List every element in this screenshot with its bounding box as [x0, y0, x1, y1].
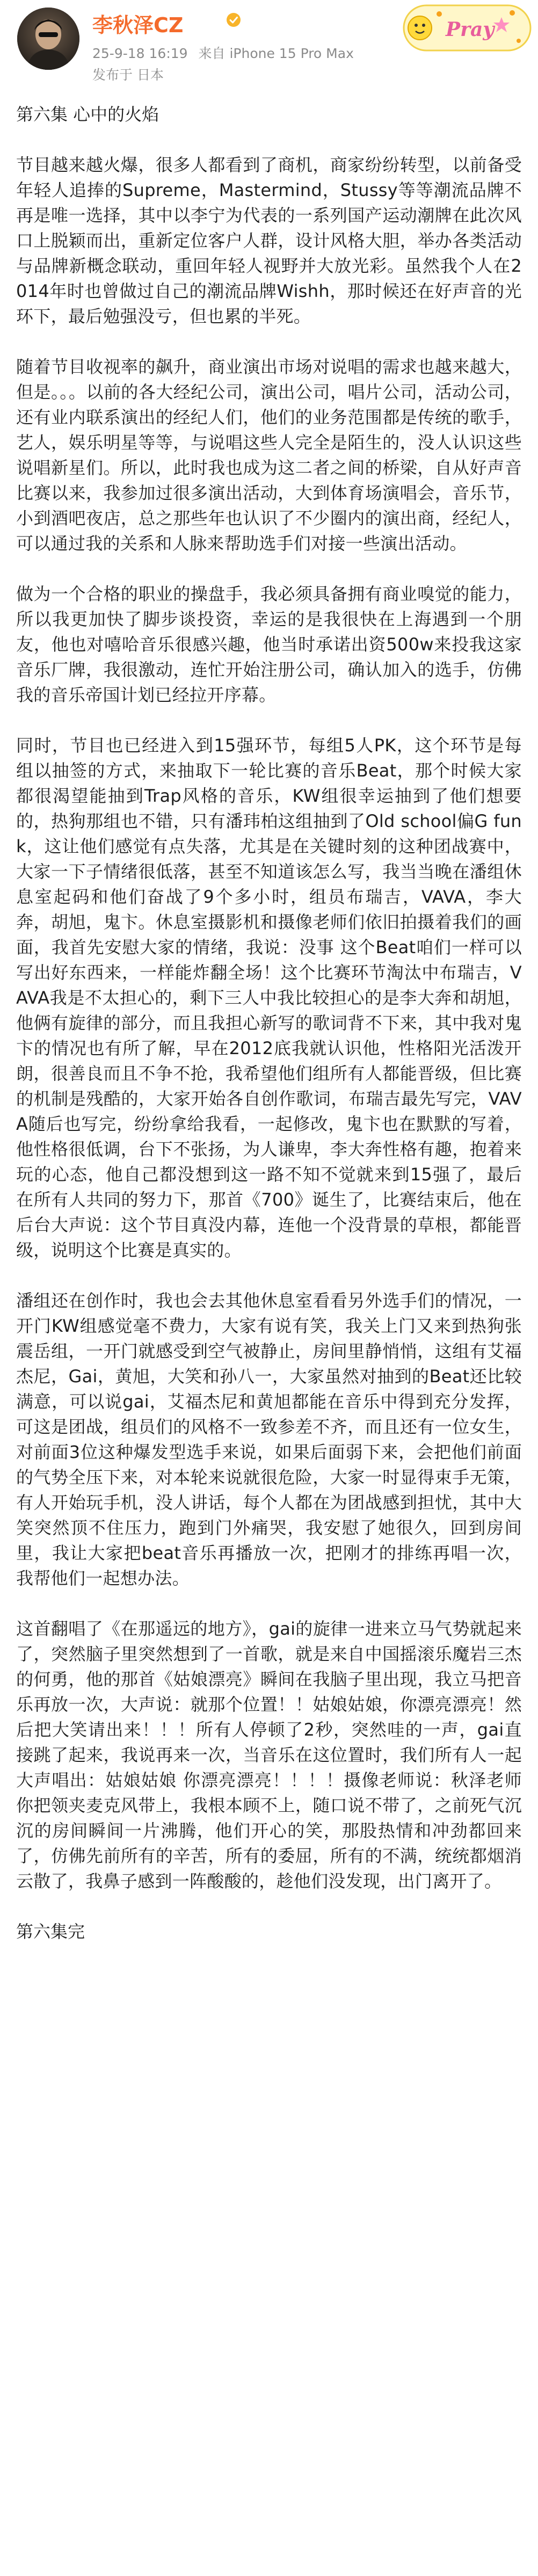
paragraph-3: 做为一个合格的职业的操盘手，我必须具备拥有商业嗅觉的能力，所以我更加快了脚步谈投资，幸运的是我很快在上海遇到一个朋友，他也对嘻哈音乐很感兴趣，他当时承诺出资500w来投我这家音乐厂牌，我很激动，连忙开始注册公司，确认加入的选手，仿佛我的音乐帝国计划已经拉开序幕。 — [16, 584, 522, 705]
post-header — [0, 0, 538, 95]
post-body — [16, 102, 522, 1944]
paragraph-2: 随着节目收视率的飙升，商业演出市场对说唱的需求也越来越大，但是。。。以前的各大经纪公司，演出公司，唱片公司，活动公司，还有业内联系演出的经纪人们，他们的业务范围都是传统的歌手，艺人，娱乐明星等等，与说唱这些人完全是陌生的，没人认识这些说唱新星们。所以，此时我也成为这二者之间的桥梁，自从好声音比赛以来，我参加过很多演出活动，大到体育场演唱会，音乐节，小到酒吧夜店，总之那些年也认识了不少圈内的演出商，经纪人，可以通过我的关系和人脉来帮助选手们对接一些演出活动。 — [16, 357, 522, 554]
paragraph-5: 潘组还在创作时，我也会去其他休息室看看另外选手们的情况，一开门KW组感觉毫不费力，大家有说有笑，我关上门又来到热狗张震岳组，一开门就感受到空气被静止，房间里静悄悄，这组有艾福杰尼，Gai，黄旭，大笑和孙八一，大家虽然对抽到的Beat还比较满意，可以说gai，艾福杰尼和黄旭都能在音乐中得到充分发挥，可这是团战，组员们的风格不一致参差不齐，而且还有一位女生，对前面3位这种爆发型选手来说，如果后面弱下来，会把他们前面的气势全压下来，对本轮来说就很危险，大家一时显得束手无策，有人开始玩手机，没人讲话，每个人都在为团战感到担忧，其中大笑突然顶不住压力，跑到门外痛哭，我安慰了她很久，回到房间里，我让大家把beat音乐再播放一次，把刚才的排练再唱一次，我帮他们一起想办法。 — [16, 1290, 522, 1588]
post-source: 来自 iPhone 15 Pro Max — [198, 46, 354, 61]
verified-badge-icon — [226, 12, 242, 28]
paragraph-4: 同时，节目也已经进入到15强环节，每组5人PK，这个环节是每组以抽签的方式，来抽取下一轮比赛的音乐Beat，那个时候大家都很渴望能抽到Trap风格的音乐，KW组很幸运抽到了他们想要的，热狗那组也不错，只有潘玮柏这组抽到了Old school偏G funk，这让他们感觉有点失落，尤其是在关键时刻的这种团战赛中，大家一下子情绪很低落，甚至不知道该怎么写，我当当晚在潘组休息室起码和他们奋战了9个多小时，组员布瑞吉，VAVA，李大奔，胡旭，鬼卞。休息室摄影机和摄像老师们依旧拍摄着我们的画面，我首先安慰大家的情绪，我说：没事 这个Beat咱们一样可以写出好东西来，一样能炸翻全场！这个比赛环节淘汰中布瑞吉，VAVA我是不太担心的，剩下三人中我比较担心的是李大奔和胡旭，他俩有旋律的部分，而且我担心新写的歌词背不下来，其中我对鬼卞的情况也有所了解，早在2012底我就认识他，性格阳光活泼开朗，很善良而且不争不抢，我希望他们组所有人都能晋级，但比赛的机制是残酷的，大家开始各自创作歌词，布瑞吉最先写完，VAVA随后也写完，纷纷拿给我看，一起修改，鬼卞也在默默的写着，他性格很低调，台下不张扬，为人谦卑，李大奔性格有趣，抱着来玩的心态，他自己都没想到这一路不知不觉就来到15强了，最后在所有人共同的努力下，那首《700》诞生了，比赛结束后，他在后台大声说：这个节目真没内幕，连他一个没背景的草根，都能晋级，说明这个比赛是真实的。 — [16, 735, 522, 1260]
post-meta — [92, 43, 354, 62]
decorative-sticker-icon — [402, 2, 533, 54]
paragraph-1: 节目越来越火爆，很多人都看到了商机，商家纷纷转型，以前备受年轻人追捧的Supreme，Mastermind，Stussy等等潮流品牌不再是唯一选择，其中以李宁为代表的一系列国产运动潮牌在此次风口上脱颖而出，重新定位客户人群，设计风格大胆，举办各类活动与品牌新概念联动，重回年轻人视野并大放光彩。虽然我个人在2014年时也曾做过自己的潮流品牌Wishh，那时候还在好声音的光环下，最后勉强没亏，但也累的半死。 — [16, 155, 522, 326]
chapter-end: 第六集完 — [16, 1921, 85, 1942]
author-name[interactable]: 李秋泽CZ — [92, 13, 184, 37]
paragraph-6: 这首翻唱了《在那遥远的地方》，gai的旋律一进来立马气势就起来了，突然脑子里突然想到了一首歌，就是来自中国摇滚乐魔岩三杰的何勇，他的那首《姑娘漂亮》瞬间在我脑子里出现，我立马把音乐再放一次，大声说：就那个位置！！姑娘姑娘，你漂亮漂亮！然后把大笑请出来！！！所有人停顿了2秒，突然哇的一声，gai直接跳了起来，我说再来一次，当音乐在这位置时，我们所有人一起大声唱出：姑娘姑娘 你漂亮漂亮！！！！摄像老师说：秋泽老师你把领夹麦克风带上，我根本顾不上，随口说不带了，之前死气沉沉的房间瞬间一片沸腾，他们开心的笑，那股热情和冲劲都回来了，仿佛先前所有的辛苦，所有的委屈，所有的不满，统统都烟消云散了，我鼻子感到一阵酸酸的，趁他们没发现，出门离开了。 — [16, 1619, 522, 1891]
author-avatar[interactable] — [17, 8, 79, 70]
sticker-text: Pray — [446, 18, 495, 41]
post-location: 发布于 日本 — [92, 67, 164, 83]
avatar-image — [17, 8, 79, 70]
chapter-title: 第六集 心中的火焰 — [16, 104, 159, 125]
post-time: 25-9-18 16:19 — [92, 46, 188, 61]
